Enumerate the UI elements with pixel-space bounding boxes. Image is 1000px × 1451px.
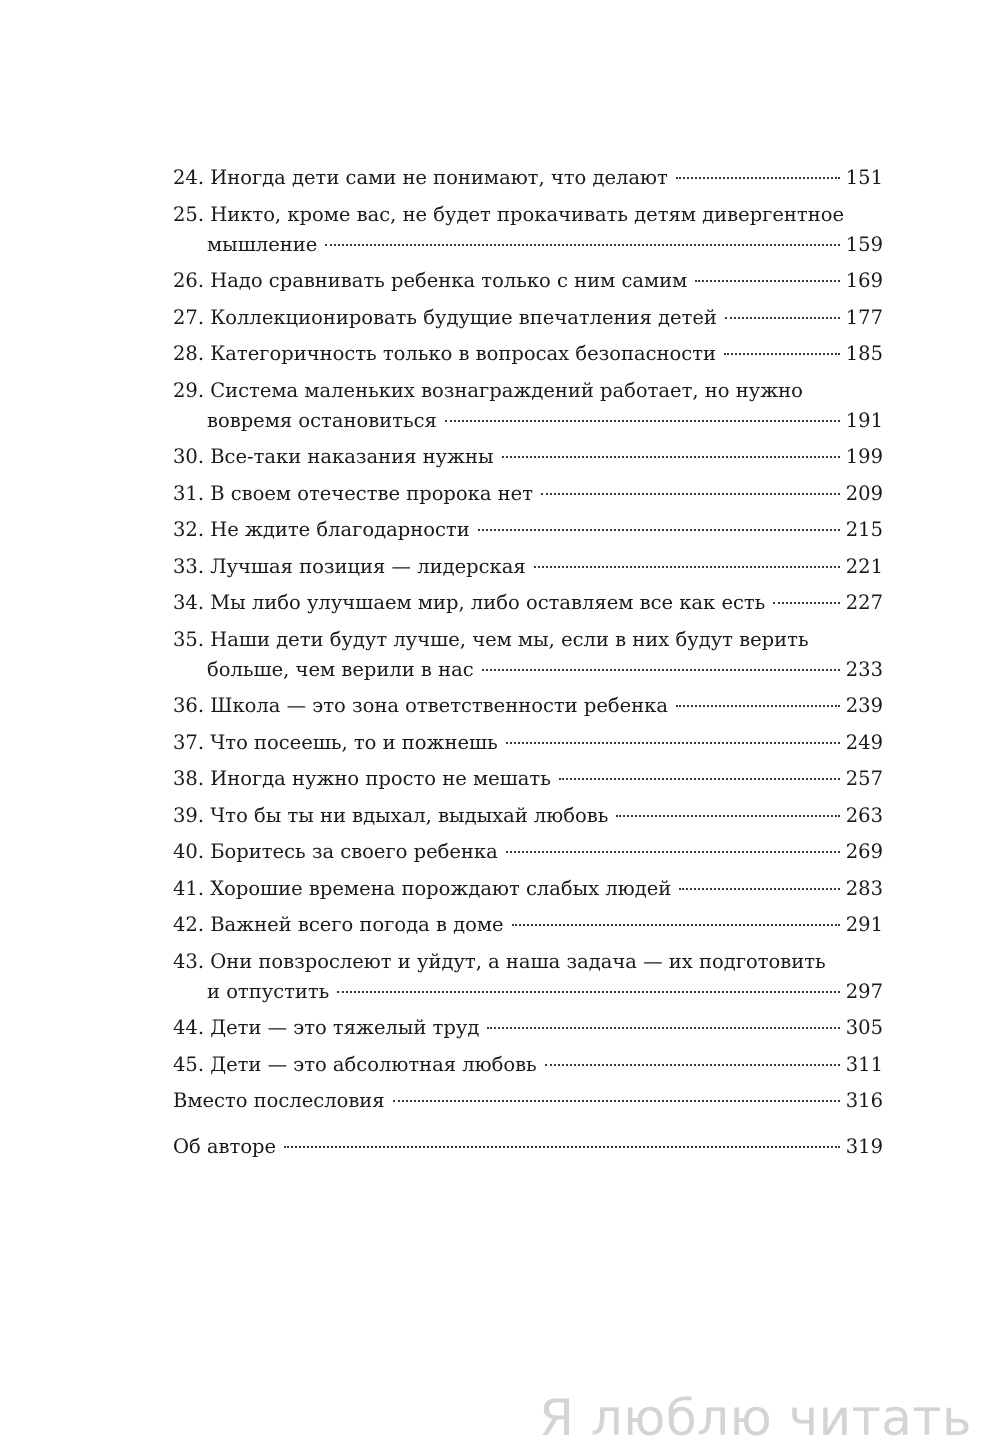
toc-entry-25[interactable] <box>173 200 883 260</box>
dot-leader <box>725 317 840 319</box>
toc-entry-page: 221 <box>845 554 883 578</box>
toc-entry-title-line1: 43. Они повзрослеют и уйдут, а наша задача — их подготовить <box>173 949 826 973</box>
toc-entry-page: 239 <box>845 694 883 717</box>
toc-entry-39[interactable] <box>173 801 883 831</box>
dot-leader <box>541 493 840 495</box>
toc-entry-title: 37. Что посеешь, то и пожнешь <box>173 730 498 754</box>
toc-entry-title-line2: больше, чем верили в нас <box>207 657 474 681</box>
toc-entry-title: 41. Хорошие времена порождают слабых людей <box>173 876 672 900</box>
toc-entry-page: 319 <box>845 1135 883 1158</box>
toc-entry-24[interactable] <box>173 163 883 193</box>
dot-leader <box>482 669 840 671</box>
dot-leader <box>512 924 840 926</box>
toc-entry-afterword[interactable] <box>173 1086 883 1116</box>
watermark: Я люблю читать <box>539 1389 972 1447</box>
dot-leader <box>545 1064 840 1066</box>
toc-entry-page: 263 <box>845 803 883 827</box>
toc-entry-title-line2: мышление <box>207 232 318 256</box>
toc-entry-36[interactable] <box>173 691 883 721</box>
dot-leader <box>534 566 840 568</box>
toc-entry-32[interactable] <box>173 515 883 545</box>
toc-entry-page: 233 <box>845 657 883 681</box>
toc-entry-26[interactable] <box>173 266 883 296</box>
toc-entry-43[interactable] <box>173 947 883 1007</box>
dot-leader <box>445 420 840 422</box>
dot-leader <box>284 1146 840 1148</box>
toc-entry-page: 283 <box>845 876 883 900</box>
toc-entry-title: 27. Коллекционировать будущие впечатления детей <box>173 305 717 329</box>
dot-leader <box>559 778 840 780</box>
toc-entry-title: 26. Надо сравнивать ребенка только с ним самим <box>173 269 688 292</box>
toc-entry-title-line1: 29. Система маленьких вознаграждений работает, но нужно <box>173 378 803 402</box>
toc-entry-title: 32. Не ждите благодарности <box>173 518 470 541</box>
table-of-contents <box>173 163 883 1169</box>
toc-entry-page: 185 <box>845 342 883 365</box>
toc-entry-page: 169 <box>845 269 883 292</box>
toc-entry-35[interactable] <box>173 625 883 685</box>
toc-entry-about-author[interactable] <box>173 1132 883 1162</box>
toc-entry-title: 30. Все-таки наказания нужны <box>173 445 494 468</box>
toc-entry-title-line2: и отпустить <box>207 979 330 1003</box>
toc-entry-title: 34. Мы либо улучшаем мир, либо оставляем все как есть <box>173 591 766 614</box>
toc-entry-42[interactable] <box>173 910 883 940</box>
toc-entry-page: 249 <box>845 730 883 754</box>
dot-leader <box>676 177 840 179</box>
toc-entry-page: 227 <box>845 591 883 614</box>
toc-entry-44[interactable] <box>173 1013 883 1043</box>
toc-entry-title: 38. Иногда нужно просто не мешать <box>173 767 551 790</box>
toc-entry-page: 209 <box>845 481 883 505</box>
toc-entry-page: 257 <box>845 767 883 790</box>
dot-leader <box>506 851 840 853</box>
toc-entry-30[interactable] <box>173 442 883 472</box>
toc-entry-page: 151 <box>845 166 883 189</box>
toc-entry-title: 28. Категоричность только в вопросах безопасности <box>173 342 717 365</box>
toc-entry-title: 39. Что бы ты ни вдыхал, выдыхай любовь <box>173 803 609 827</box>
toc-entry-title-line1: 25. Никто, кроме вас, не будет прокачивать детям дивергентное <box>173 202 844 226</box>
dot-leader <box>325 244 839 246</box>
toc-entry-34[interactable] <box>173 588 883 618</box>
dot-leader <box>676 705 840 707</box>
toc-entry-page: 305 <box>845 1016 883 1039</box>
toc-entry-title: 44. Дети — это тяжелый труд <box>173 1016 480 1039</box>
toc-entry-31[interactable] <box>173 479 883 509</box>
toc-entry-page: 297 <box>845 979 883 1003</box>
toc-entry-title: 33. Лучшая позиция — лидерская <box>173 554 526 578</box>
toc-entry-title: 24. Иногда дети сами не понимают, что делают <box>173 166 668 189</box>
toc-entry-page: 159 <box>845 232 883 256</box>
dot-leader <box>506 742 840 744</box>
dot-leader <box>502 456 840 458</box>
dot-leader <box>724 353 840 355</box>
toc-entry-page: 215 <box>845 518 883 541</box>
toc-entry-title: Вместо послесловия <box>173 1089 385 1112</box>
toc-entry-title-line2: вовремя остановиться <box>207 408 437 432</box>
toc-entry-37[interactable] <box>173 728 883 758</box>
dot-leader <box>773 602 839 604</box>
dot-leader <box>695 280 839 282</box>
dot-leader <box>393 1100 840 1102</box>
dot-leader <box>679 888 840 890</box>
toc-entry-title: 45. Дети — это абсолютная любовь <box>173 1052 537 1076</box>
toc-entry-title: 36. Школа — это зона ответственности ребенка <box>173 694 668 717</box>
toc-entry-page: 316 <box>845 1089 883 1112</box>
toc-entry-title: 40. Боритесь за своего ребенка <box>173 840 498 863</box>
toc-entry-27[interactable] <box>173 303 883 333</box>
toc-entry-38[interactable] <box>173 764 883 794</box>
toc-entry-page: 199 <box>845 445 883 468</box>
toc-entry-title: Об авторе <box>173 1135 277 1158</box>
dot-leader <box>616 815 839 817</box>
toc-entry-45[interactable] <box>173 1050 883 1080</box>
toc-entry-title-line1: 35. Наши дети будут лучше, чем мы, если в них будут верить <box>173 627 809 651</box>
toc-entry-40[interactable] <box>173 837 883 867</box>
toc-entry-title: 31. В своем отечестве пророка нет <box>173 481 533 505</box>
toc-entry-title: 42. Важней всего погода в доме <box>173 913 504 936</box>
toc-entry-page: 311 <box>845 1052 883 1076</box>
toc-entry-33[interactable] <box>173 552 883 582</box>
toc-entry-29[interactable] <box>173 376 883 436</box>
toc-entry-page: 177 <box>845 305 883 329</box>
toc-entry-28[interactable] <box>173 339 883 369</box>
dot-leader <box>487 1027 839 1029</box>
toc-entry-page: 269 <box>845 840 883 863</box>
toc-entry-page: 291 <box>845 913 883 936</box>
toc-entry-41[interactable] <box>173 874 883 904</box>
toc-entry-page: 191 <box>845 408 883 432</box>
dot-leader <box>337 991 839 993</box>
dot-leader <box>478 529 840 531</box>
